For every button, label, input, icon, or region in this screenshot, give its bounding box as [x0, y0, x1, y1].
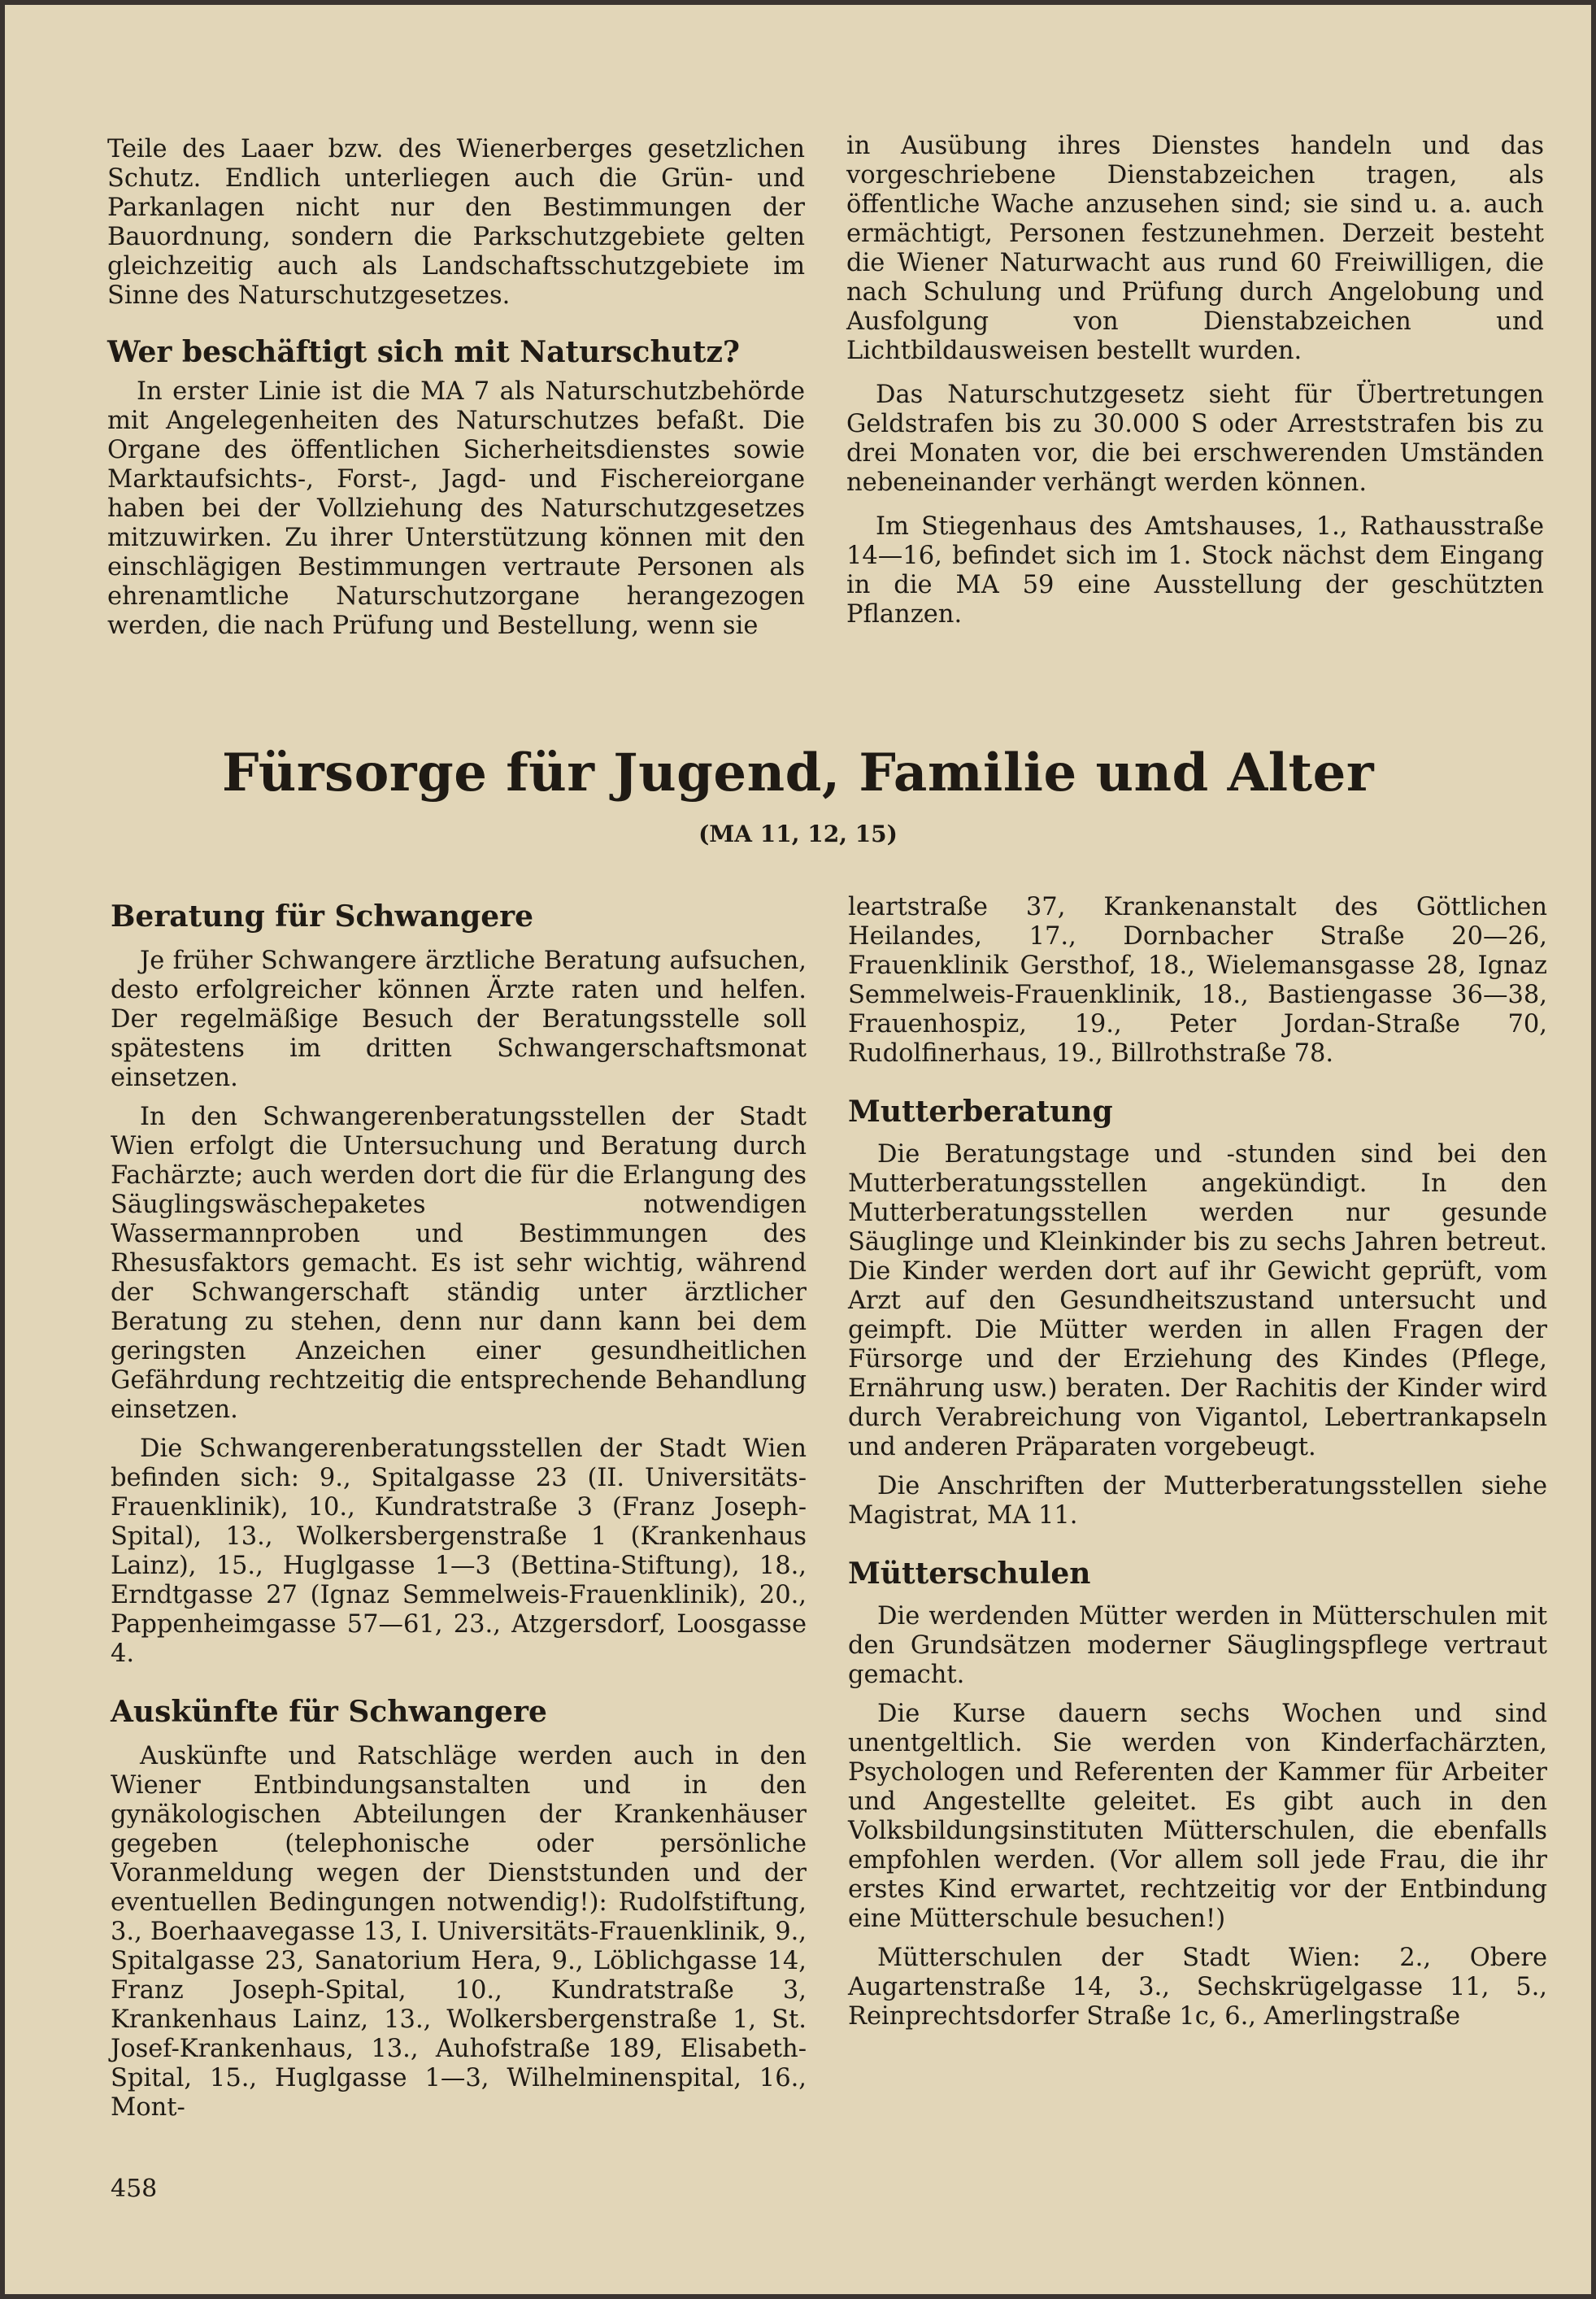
heading-muetterschulen: Mütterschulen [848, 1557, 1091, 1591]
heading-auskuenfte-schwangere: Auskünfte für Schwangere [111, 1695, 547, 1729]
paragraph: Je früher Schwangere ärztliche Beratung aufsuchen, desto erfolgreicher können Ärzte raten und helfen. Der regelmäßige Besuch der Beratungsstelle soll spätestens im dritten Schwangerschaftsmonat einsetzen. [111, 947, 807, 1092]
paragraph: Teile des Laaer bzw. des Wienerberges gesetzlichen Schutz. Endlich unterliegen auch die Grün- und Parkanlagen nicht nur den Bestimmungen der Bauordnung, sondern die Parkschutzgebiete gelten gleichzeitig auch als Landschaftsschutzgebiete im Sinne des Naturschutzgesetzes. [107, 135, 805, 310]
paragraph: Im Stiegenhaus des Amtshauses, 1., Rathausstraße 14—16, befindet sich im 1. Stock nächst dem Eingang in die MA 59 eine Ausstellung der geschützten Pflanzen. [846, 512, 1544, 629]
bottom-left-column [111, 899, 807, 2123]
heading-beratung-schwangere: Beratung für Schwangere [111, 899, 533, 934]
paragraph: Die Beratungstage und -stunden sind bei den Mutterberatungsstellen angekündigt. In den Mutterberatungsstellen werden nur gesunde Säuglinge und Kleinkinder bis zu sechs Jahren betreut. Die Kinder werden dort auf ihr Gewicht geprüft, vom Arzt auf den Gesundheitszustand untersucht und geimpft. Die Mütter werden in allen Fragen der Fürsorge und der Erziehung des Kindes (Pflege, Ernährung usw.) beraten. Der Rachitis der Kinder wird durch Verabreichung von Vigantol, Lebertrankapseln und anderen Präparaten vorgebeugt. [848, 1140, 1547, 1461]
paragraph: leartstraße 37, Krankenanstalt des Göttlichen Heilandes, 17., Dornbacher Straße 20—26, Frauenklinik Gersthof, 18., Wielemansgasse 28, Ignaz Semmelweis-Frauenklinik, 18., Bastiengasse 36—38, Frauenhospiz, 19., Peter Jordan-Straße 70, Rudolfinerhaus, 19., Billrothstraße 78. [848, 893, 1547, 1068]
paragraph: in Ausübung ihres Dienstes handeln und das vorgeschriebene Dienstabzeichen tragen, als öffentliche Wache anzusehen sind; sie sind u. a. auch ermächtigt, Personen festzunehmen. Derzeit besteht die Wiener Naturwacht aus rund 60 Freiwilligen, die nach Schulung und Prüfung durch Angelobung und Ausfolgung von Dienstabzeichen und Lichtbildausweisen bestellt wurden. [846, 132, 1544, 365]
page-number: 458 [111, 2175, 158, 2203]
section-title: Fürsorge für Jugend, Familie und Alter [221, 742, 1375, 803]
paragraph: Auskünfte und Ratschläge werden auch in den Wiener Entbindungsanstalten und in den gynäkologischen Abteilungen der Krankenhäuser gegeben (telephonische oder persönliche Voranmeldung wegen der Dienststunden und der eventuellen Bedingungen notwendig!): Rudolfstiftung, 3., Boerhaavegasse 13, I. Universitäts-Frauenklinik, 9., Spitalgasse 23, Sanatorium Hera, 9., Löblichgasse 14, Franz Joseph-Spital, 10., Kundratstraße 3, Krankenhaus Lainz, 13., Wolkersbergenstraße 1, St. Josef-Krankenhaus, 13., Auhofstraße 189, Elisabeth-Spital, 15., Huglgasse 1—3, Wilhelminenspital, 16., Mont- [111, 1742, 807, 2122]
top-left-column [107, 135, 805, 641]
paragraph: Mütterschulen der Stadt Wien: 2., Obere Augartenstraße 14, 3., Sechskrügelgasse 11, 5., Reinprechtsdorfer Straße 1c, 6., Amerlingstraße [848, 1944, 1547, 2031]
heading-mutterberatung: Mutterberatung [848, 1095, 1113, 1129]
section-heading-naturschutz: Wer beschäftigt sich mit Naturschutz? [107, 335, 740, 369]
paragraph: Das Naturschutzgesetz sieht für Übertretungen Geldstrafen bis zu 30.000 S oder Arreststrafen bis zu drei Monaten vor, die bei erschwerenden Umständen nebeneinander verhängt werden können. [846, 381, 1544, 497]
paragraph: Die werdenden Mütter werden in Mütterschulen mit den Grundsätzen moderner Säuglingspflege vertraut gemacht. [848, 1602, 1547, 1689]
paragraph: In erster Linie ist die MA 7 als Naturschutzbehörde mit Angelegenheiten des Naturschutzes befaßt. Die Organe des öffentlichen Sicherheitsdienstes sowie Marktaufsichts-, Forst-, Jagd- und Fischereiorgane haben bei der Vollziehung des Naturschutzgesetzes mitzuwirken. Zu ihrer Unterstützung können mit den einschlägigen Bestimmungen vertraute Personen als ehrenamtliche Naturschutzorgane herangezogen werden, die nach Prüfung und Bestellung, wenn sie [107, 377, 805, 640]
section-subtitle: (MA 11, 12, 15) [698, 821, 898, 847]
bottom-right-column [848, 893, 1547, 2031]
top-right-column [846, 132, 1544, 629]
paragraph: Die Schwangerenberatungsstellen der Stadt Wien befinden sich: 9., Spitalgasse 23 (II. Universitäts-Frauenklinik), 10., Kundratstraße 3 (Franz Joseph-Spital), 13., Wolkersbergenstraße 1 (Krankenhaus Lainz), 15., Huglgasse 1—3 (Bettina-Stiftung), 18., Erndtgasse 27 (Ignaz Semmelweis-Frauenklinik), 20., Pappenheimgasse 57—61, 23., Atzgersdorf, Loosgasse 4. [111, 1435, 807, 1668]
paragraph: Die Kurse dauern sechs Wochen und sind unentgeltlich. Sie werden von Kinderfachärzten, Psychologen und Referenten der Kammer für Arbeiter und Angestellte geleitet. Es gibt auch in den Volksbildungsinstituten Mütterschulen, die ebenfalls empfohlen werden. (Vor allem soll jede Frau, die ihr erstes Kind erwartet, rechtzeitig vor der Entbindung eine Mütterschule besuchen!) [848, 1700, 1547, 1933]
paragraph: Die Anschriften der Mutterberatungsstellen siehe Magistrat, MA 11. [848, 1472, 1547, 1530]
paragraph: In den Schwangerenberatungsstellen der Stadt Wien erfolgt die Untersuchung und Beratung durch Fachärzte; auch werden dort die für die Erlangung des Säuglingswäschepaketes notwendigen Wassermannproben und Bestimmungen des Rhesusfaktors gemacht. Es ist sehr wichtig, während der Schwangerschaft ständig unter ärztlicher Beratung zu stehen, denn nur dann kann bei dem geringsten Anzeichen einer gesundheitlichen Gefährdung rechtzeitig die entsprechende Behandlung einsetzen. [111, 1103, 807, 1424]
